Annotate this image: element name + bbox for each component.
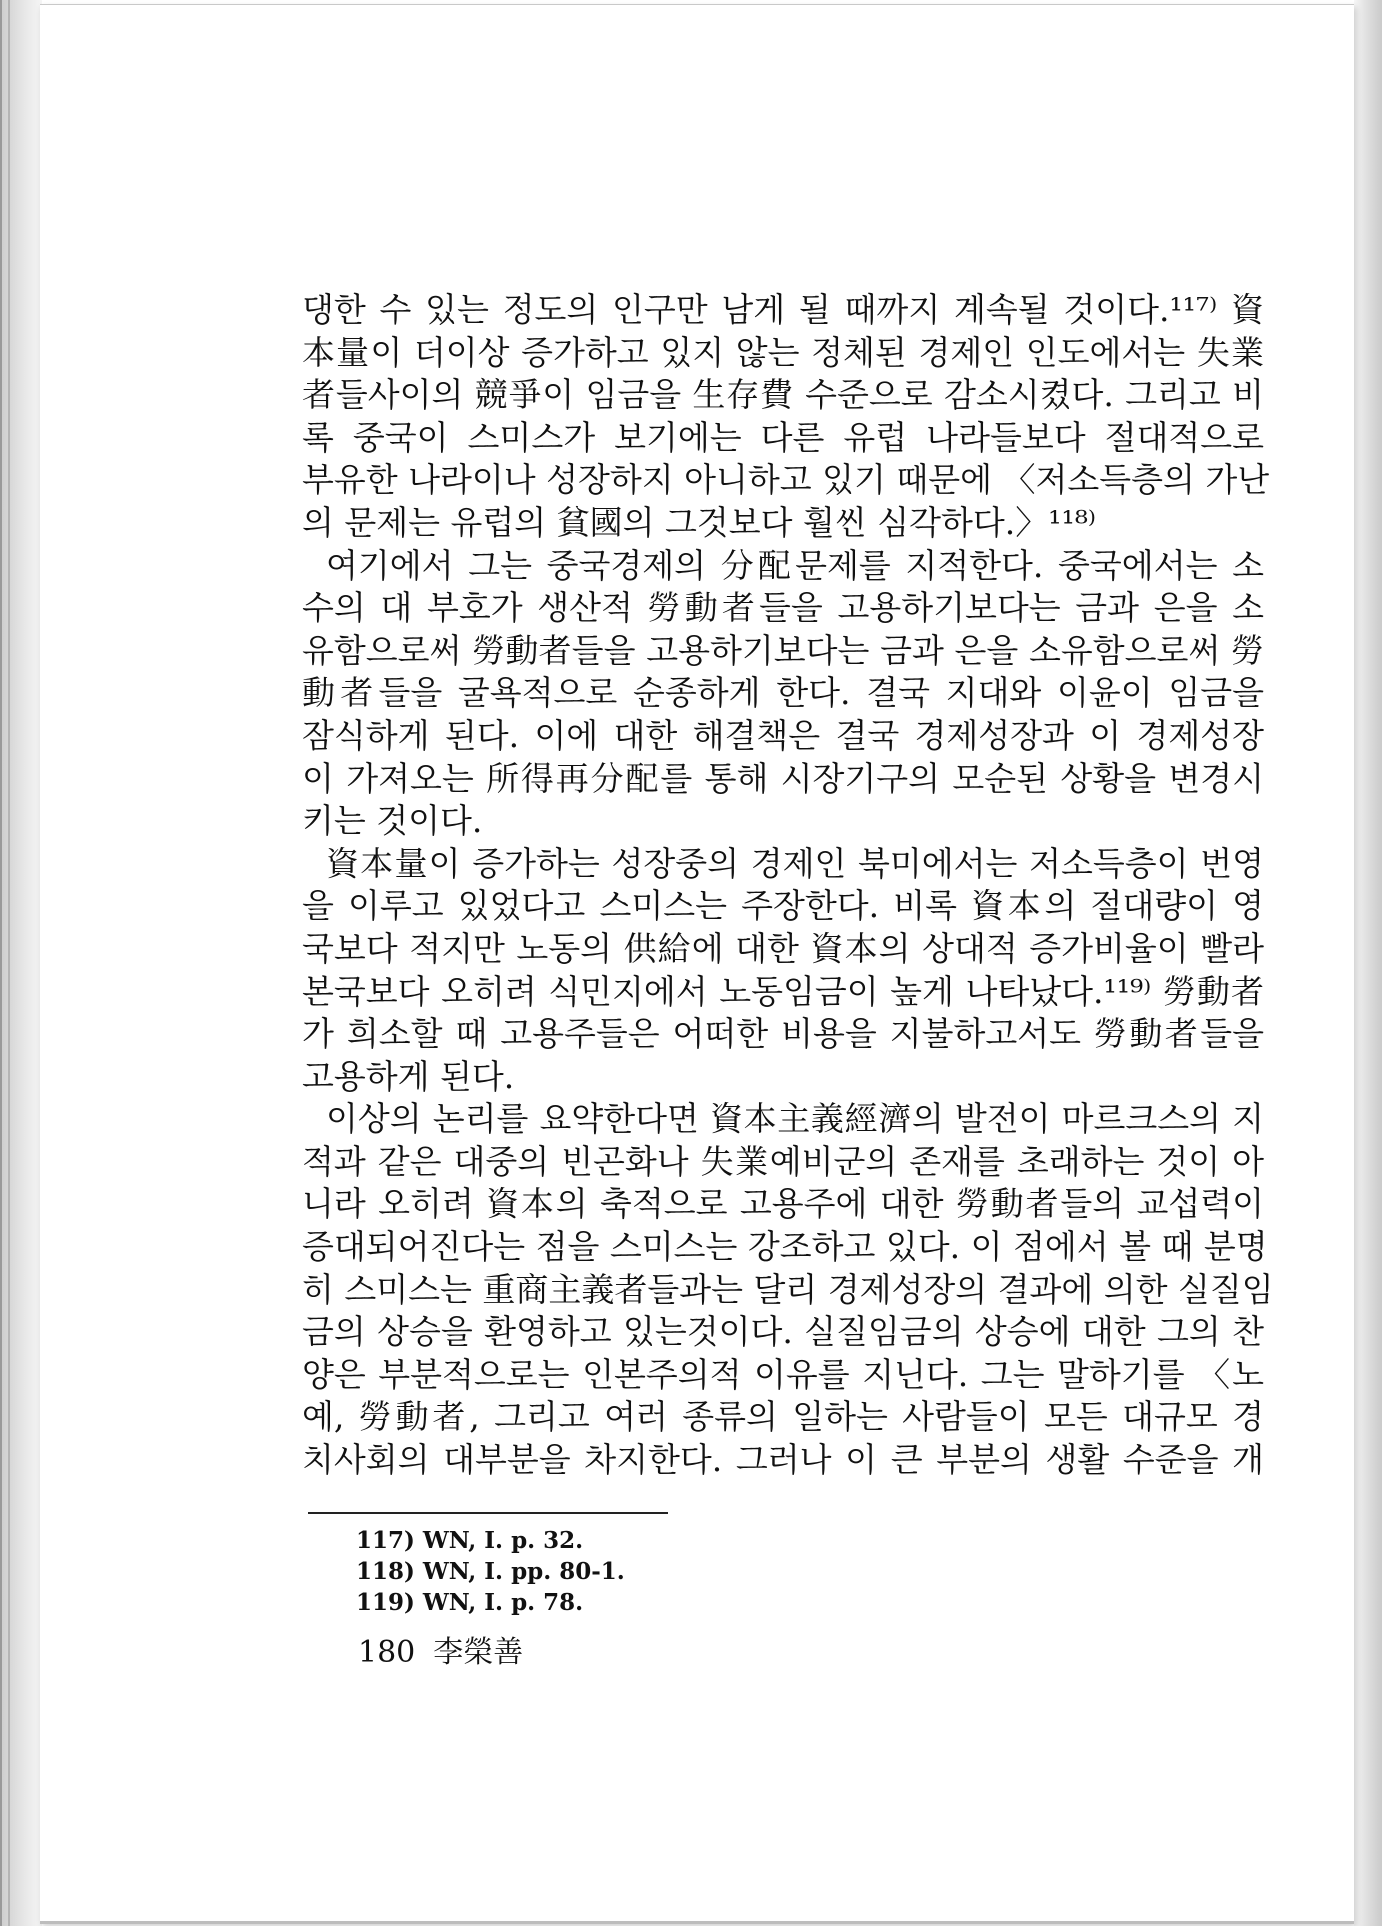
text-line: 여기에서 그는 중국경제의 分配문제를 지적한다. 중국에서는 소 [326, 545, 1264, 585]
text-line: 이상의 논리를 요약한다면 資本主義經濟의 발전이 마르크스의 지 [326, 1099, 1264, 1139]
text-line: 의 문제는 유럽의 貧國의 그것보다 훨씬 심각하다.〉¹¹⁸⁾ [302, 502, 1097, 542]
text-line: 히 스미스는 重商主義者들과는 달리 경제성장의 결과에 의한 실질임 [302, 1269, 1274, 1309]
text-line: 부유한 나라이나 성장하지 아니하고 있기 때문에 〈저소득층의 가난 [302, 460, 1270, 500]
page-stack-right-edge [1354, 0, 1382, 1926]
footnotes [356, 1525, 856, 1618]
text-line: 록 중국이 스미스가 보기에는 다른 유럽 나라들보다 절대적으로 [302, 417, 1264, 457]
text-line: 양은 부분적으로는 인본주의적 이유를 지닌다. 그는 말하기를 〈노 [302, 1354, 1264, 1394]
text-line: 치사회의 대부분을 차지한다. 그러나 이 큰 부분의 생활 수준을 개 [302, 1440, 1264, 1480]
text-line: 적과 같은 대중의 빈곤화나 失業예비군의 존재를 초래하는 것이 아 [302, 1141, 1264, 1181]
footnote: 117) WN, I. p. 32. [356, 1527, 584, 1554]
footnote-rule [308, 1512, 668, 1514]
text-line: 키는 것이다. [302, 801, 483, 841]
text-line: 資本量이 증가하는 성장중의 경제인 북미에서는 저소득층이 번영 [326, 843, 1264, 883]
text-line: 유함으로써 勞動者들을 고용하기보다는 금과 은을 소유함으로써 勞 [302, 630, 1264, 670]
text-line: 者들사이의 競爭이 임금을 生存費 수준으로 감소시켰다. 그리고 비 [302, 375, 1264, 415]
page-footer [358, 1627, 541, 1671]
text-line: 動者들을 굴욕적으로 순종하게 한다. 결국 지대와 이윤이 임금을 [302, 673, 1264, 713]
text-line: 잠식하게 된다. 이에 대한 해결책은 결국 경제성장과 이 경제성장 [302, 715, 1264, 755]
author-name: 李榮善 [433, 1635, 524, 1670]
footnote: 119) WN, I. p. 78. [356, 1589, 584, 1616]
text-line: 예, 勞動者, 그리고 여러 종류의 일하는 사람들이 모든 대규모 경 [302, 1397, 1264, 1437]
footnote: 118) WN, I. pp. 80-1. [356, 1558, 625, 1585]
text-line: 本量이 더이상 증가하고 있지 않는 정체된 경제인 인도에서는 失業 [302, 332, 1264, 372]
text-line: 이 가져오는 所得再分配를 통해 시장기구의 모순된 상황을 변경시 [302, 758, 1264, 798]
page-number: 180 [358, 1635, 416, 1670]
body-text [302, 289, 1274, 1482]
text-line: 증대되어진다는 점을 스미스는 강조하고 있다. 이 점에서 볼 때 분명 [302, 1227, 1268, 1267]
page-stack-left-edge [0, 0, 42, 1926]
text-line: 고용하게 된다. [302, 1056, 515, 1096]
text-line: 수의 대 부호가 생산적 勞動者들을 고용하기보다는 금과 은을 소 [302, 588, 1264, 628]
text-line: 금의 상승을 환영하고 있는것이다. 실질임금의 상승에 대한 그의 찬 [302, 1312, 1264, 1352]
text-line: 가 희소할 때 고용주들은 어떠한 비용을 지불하고서도 勞動者들을 [302, 1014, 1265, 1054]
text-line: 국보다 적지만 노동의 供給에 대한 資本의 상대적 증가비율이 빨라 [302, 928, 1264, 968]
text-line: 니라 오히려 資本의 축적으로 고용주에 대한 勞動者들의 교섭력이 [302, 1184, 1264, 1224]
text-line: 댕한 수 있는 정도의 인구만 남게 될 때까지 계속될 것이다.¹¹⁷⁾ 資 [302, 290, 1264, 329]
text-line: 본국보다 오히려 식민지에서 노동임금이 높게 나타났다.¹¹⁹⁾ 勞動者 [302, 971, 1264, 1011]
page-sheet [40, 4, 1354, 1924]
text-line: 을 이루고 있었다고 스미스는 주장한다. 비록 資本의 절대량이 영 [302, 886, 1264, 926]
